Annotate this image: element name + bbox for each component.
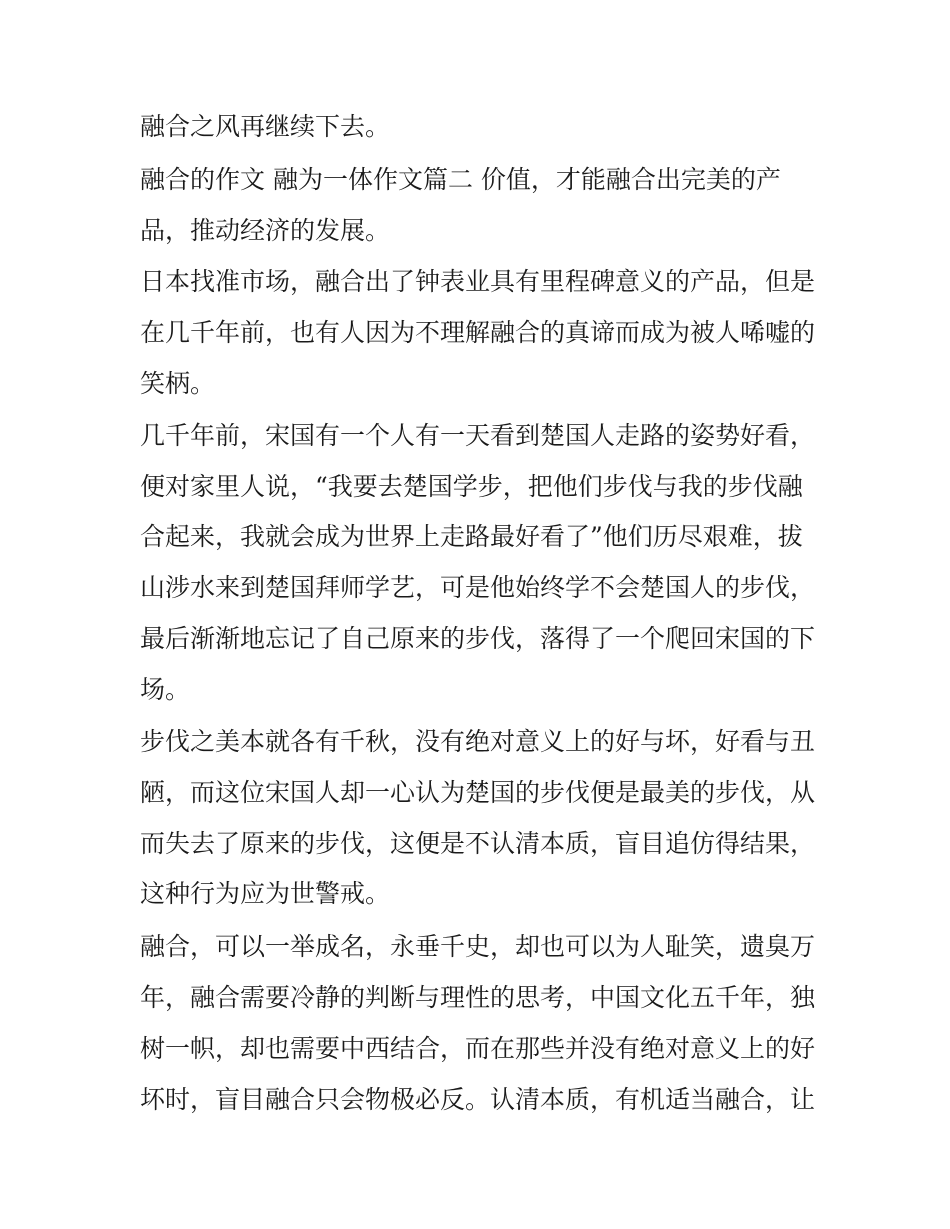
text-line: 品，推动经济的发展。 (140, 216, 391, 245)
text-line: 步伐之美本就各有千秋，没有绝对意义上的好与坏，好看与丑 (140, 727, 816, 756)
text-line: 年，融合需要冷静的判断与理性的思考，中国文化五千年，独 (140, 983, 816, 1012)
text-line: 陋，而这位宋国人却一心认为楚国的步伐便是最美的步伐，从 (140, 778, 816, 807)
text-line: 融合之风再继续下去。 (140, 112, 391, 141)
text-line: 这种行为应为世警戒。 (140, 879, 391, 908)
text-line: 融合，可以一举成名，永垂千史，却也可以为人耻笑，遗臭万 (140, 932, 816, 961)
text-line: 坏时，盲目融合只会物极必反。认清本质，有机适当融合，让 (140, 1085, 816, 1114)
text-line: 笑柄。 (140, 369, 216, 398)
text-line: 而失去了原来的步伐，这便是不认清本质，盲目追仿得结果， (140, 829, 816, 858)
text-line: 树一帜，却也需要中西结合，而在那些并没有绝对意义上的好 (140, 1034, 816, 1063)
text-line: 在几千年前，也有人因为不理解融合的真谛而成为被人唏嘘的 (140, 318, 816, 347)
text-line: 场。 (140, 675, 191, 704)
text-line: 合起来，我就会成为世界上走路最好看了”他们历尽艰难，拔 (140, 522, 803, 551)
text-line: 日本找准市场，融合出了钟表业具有里程碑意义的产品，但是 (140, 267, 816, 296)
text-line: 几千年前，宋国有一个人有一天看到楚国人走路的姿势好看， (140, 421, 816, 450)
text-line: 最后渐渐地忘记了自己原来的步伐，落得了一个爬回宋国的下 (140, 624, 816, 653)
text-line: 融合的作文 融为一体作文篇二 价值，才能融合出完美的产 (140, 165, 781, 194)
text-line: 便对家里人说，“我要去楚国学步，把他们步伐与我的步伐融 (140, 472, 803, 501)
text-line: 山涉水来到楚国拜师学艺，可是他始终学不会楚国人的步伐， (140, 573, 816, 602)
